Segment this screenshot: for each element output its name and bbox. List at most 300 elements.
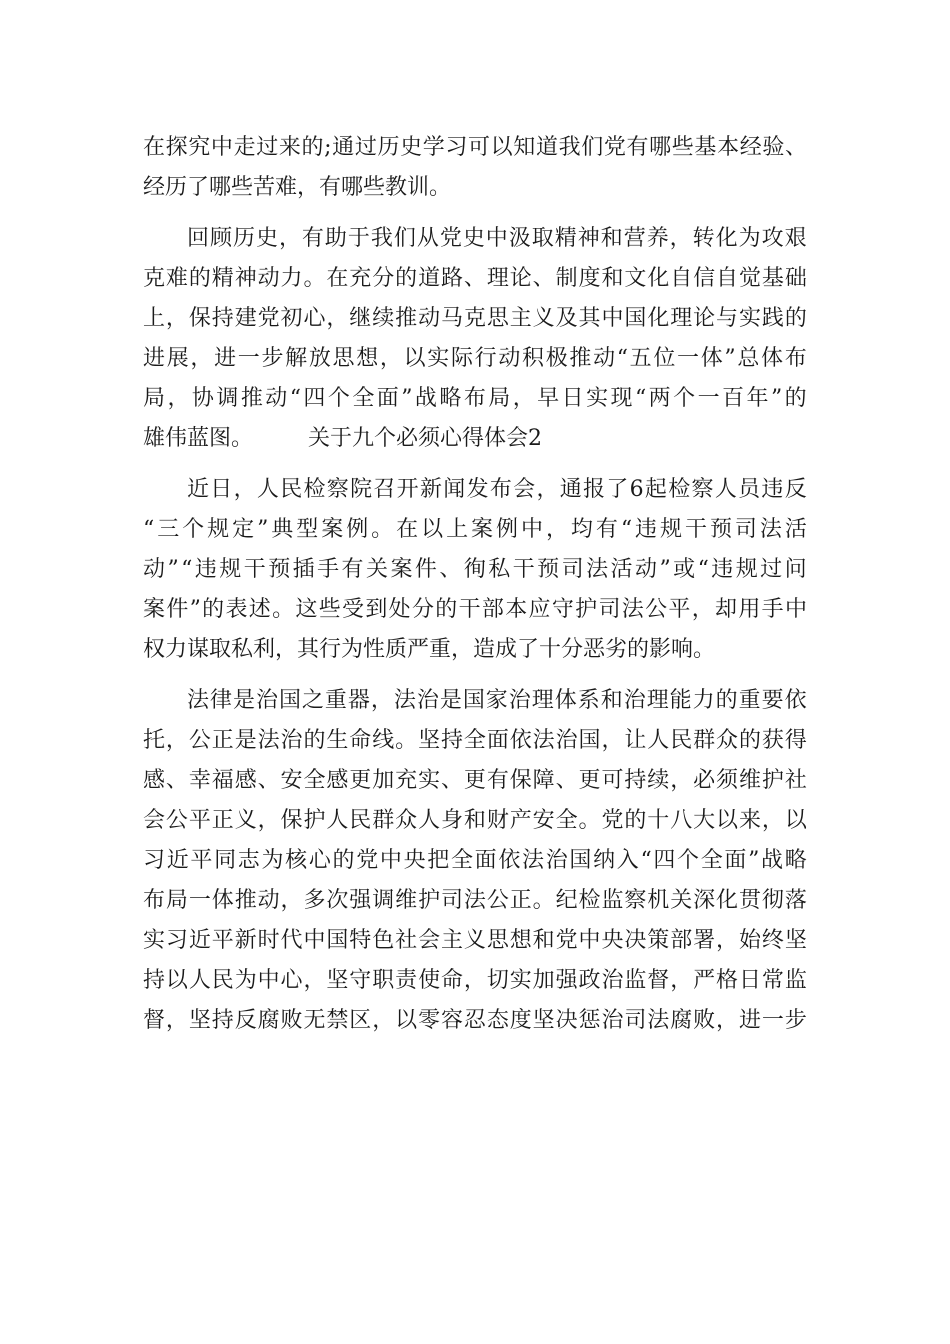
glyph: 重 (324, 688, 347, 713)
glyph: 的 (188, 266, 211, 291)
glyph: 动 (257, 888, 280, 913)
glyph: 禁 (326, 1008, 349, 1033)
glyph: 员 (738, 477, 761, 502)
glyph: ， (669, 226, 692, 251)
glyph: 面 (474, 848, 497, 873)
glyph: 从 (416, 226, 439, 251)
glyph: 一 (237, 346, 260, 371)
glyph: 理 (646, 688, 669, 713)
glyph: 法 (621, 597, 644, 622)
glyph: ， (512, 386, 535, 411)
glyph: 们 (581, 135, 604, 160)
glyph: 、 (463, 266, 486, 291)
glyph: ， (303, 968, 326, 993)
glyph: 分 (411, 597, 434, 622)
glyph: 实 (586, 386, 609, 411)
glyph: 、 (257, 768, 280, 793)
glyph: 布 (143, 888, 166, 913)
glyph: 可 (468, 135, 491, 160)
glyph: 督 (143, 1008, 166, 1033)
text-line (143, 510, 807, 550)
glyph: 有 (595, 517, 618, 542)
glyph: “ (181, 557, 193, 582)
glyph: 布 (784, 346, 807, 371)
glyph: 治 (508, 688, 531, 713)
glyph: 受 (342, 597, 365, 622)
glyph: 、 (165, 768, 188, 793)
glyph: 感 (326, 768, 349, 793)
glyph: 续 (372, 306, 395, 331)
glyph: ， (545, 517, 568, 542)
glyph: ， (167, 386, 190, 411)
glyph: 的 (301, 135, 324, 160)
glyph: 群 (372, 808, 395, 833)
glyph: 近 (187, 477, 210, 502)
glyph: 局 (165, 888, 188, 913)
glyph: 检 (668, 477, 691, 502)
glyph: 国 (326, 928, 349, 953)
glyph: 强 (349, 888, 372, 913)
glyph: 须 (716, 768, 739, 793)
glyph: 获 (761, 728, 784, 753)
glyph: 以 (403, 346, 426, 371)
glyph: 全 (303, 768, 326, 793)
text-line (143, 1001, 807, 1041)
glyph: 均 (570, 517, 593, 542)
glyph: ， (165, 1008, 188, 1033)
glyph: 有 (486, 768, 509, 793)
text-line (143, 259, 807, 299)
glyph: 护 (303, 808, 326, 833)
glyph: 司 (561, 557, 584, 582)
glyph: 展 (166, 346, 189, 371)
glyph: 决 (624, 928, 647, 953)
text-line (143, 630, 807, 670)
glyph: 色 (372, 928, 395, 953)
glyph: 体 (554, 688, 577, 713)
text-line (143, 881, 807, 921)
glyph: 落 (784, 888, 807, 913)
glyph: 党 (601, 808, 624, 833)
glyph: 中 (257, 968, 280, 993)
glyph: 神 (577, 226, 600, 251)
glyph: 定 (232, 517, 255, 542)
glyph: 民 (280, 477, 303, 502)
glyph: 院 (350, 477, 373, 502)
glyph: 新 (419, 477, 442, 502)
glyph: 个 (327, 386, 350, 411)
glyph: 持 (211, 1008, 234, 1033)
glyph: 为 (738, 226, 761, 251)
glyph: 活 (784, 517, 807, 542)
glyph: ， (190, 346, 213, 371)
glyph: 以 (395, 1008, 418, 1033)
glyph: 日 (561, 386, 584, 411)
glyph: 司 (440, 888, 463, 913)
glyph: 我 (370, 226, 393, 251)
glyph: 础 (784, 266, 807, 291)
glyph: 早 (537, 386, 560, 411)
glyph: 这 (295, 597, 318, 622)
glyph: 幸 (188, 768, 211, 793)
glyph: 历 (377, 135, 400, 160)
text-line (143, 419, 807, 459)
glyph: 必 (693, 768, 716, 793)
glyph: 觉 (738, 266, 761, 291)
glyph: 回 (187, 226, 210, 251)
glyph: 无 (303, 1008, 326, 1033)
glyph: 腐 (670, 1008, 693, 1033)
glyph: 反 (784, 477, 807, 502)
glyph: ， (761, 808, 784, 833)
glyph: 党 (257, 306, 280, 331)
glyph: 、 (440, 768, 463, 793)
glyph: 解 (285, 346, 308, 371)
glyph: 公 (188, 728, 211, 753)
glyph: ， (463, 968, 486, 993)
glyph: 人 (418, 808, 441, 833)
glyph: 神 (234, 266, 257, 291)
glyph: 护 (761, 768, 784, 793)
glyph: 充 (349, 266, 372, 291)
glyph: 型 (296, 517, 319, 542)
glyph: 群 (693, 728, 716, 753)
glyph: 多 (303, 888, 326, 913)
glyph: 人 (714, 477, 737, 502)
glyph: 化 (715, 226, 738, 251)
glyph: 走 (233, 135, 256, 160)
glyph: 其 (578, 306, 601, 331)
glyph: 国 (278, 688, 301, 713)
glyph: 法 (187, 688, 210, 713)
glyph: 依 (498, 848, 521, 873)
glyph: 两 (648, 386, 671, 411)
glyph: 通 (559, 477, 582, 502)
glyph: 彻 (761, 888, 784, 913)
glyph: 感 (143, 768, 166, 793)
glyph: 或 (673, 557, 696, 582)
glyph: 在 (143, 135, 166, 160)
body-text (143, 128, 807, 1041)
glyph: 四 (653, 848, 676, 873)
glyph: 央 (403, 848, 426, 873)
glyph: 中 (784, 597, 807, 622)
glyph: 日 (210, 477, 233, 502)
glyph: 常 (761, 968, 784, 993)
glyph: 动 (418, 306, 441, 331)
glyph: 艰 (784, 226, 807, 251)
glyph: 力 (692, 688, 715, 713)
glyph: 的 (738, 728, 761, 753)
text-line (143, 128, 807, 168)
glyph: 让 (624, 728, 647, 753)
glyph: 案 (143, 597, 166, 622)
glyph: 本 (717, 135, 740, 160)
glyph: 人 (256, 477, 279, 502)
glyph: 思 (486, 306, 509, 331)
glyph: 司 (598, 597, 621, 622)
glyph: 义 (234, 808, 257, 833)
glyph: 马 (440, 306, 463, 331)
glyph: 推 (569, 346, 592, 371)
glyph: 坚 (784, 928, 807, 953)
glyph: 纪 (555, 888, 578, 913)
text-line (143, 590, 807, 630)
glyph: 汲 (508, 226, 531, 251)
glyph: 动 (257, 266, 280, 291)
glyph: 以 (716, 808, 739, 833)
glyph: 布 (463, 386, 486, 411)
glyph: 特 (349, 928, 372, 953)
glyph: 动 (634, 557, 657, 582)
glyph: 会 (143, 808, 166, 833)
glyph: 全 (700, 848, 723, 873)
glyph: 守 (349, 968, 372, 993)
glyph: 决 (555, 1008, 578, 1033)
glyph: 积 (522, 346, 545, 371)
glyph: 众 (716, 728, 739, 753)
glyph: 克 (463, 306, 486, 331)
glyph: 全 (450, 848, 473, 873)
glyph: 守 (551, 597, 574, 622)
glyph: 中 (379, 848, 402, 873)
glyph: 的 (784, 306, 807, 331)
glyph: 史 (462, 226, 485, 251)
glyph: 加 (372, 768, 395, 793)
glyph: ， (601, 728, 624, 753)
glyph: 理 (531, 688, 554, 713)
glyph: 检 (303, 477, 326, 502)
glyph: 述 (248, 597, 271, 622)
glyph: 贯 (738, 888, 761, 913)
glyph: 略 (784, 848, 807, 873)
glyph: 步 (784, 1008, 807, 1033)
text-line (143, 379, 807, 419)
glyph: 验 (762, 135, 785, 160)
glyph: 把 (427, 848, 450, 873)
glyph: 发 (466, 477, 489, 502)
glyph: 司 (734, 517, 757, 542)
glyph: 主 (509, 306, 532, 331)
glyph: 动 (265, 386, 288, 411)
glyph: 在 (396, 517, 419, 542)
glyph: 于 (347, 226, 370, 251)
glyph: 要 (761, 688, 784, 713)
glyph: 处 (388, 597, 411, 622)
glyph: 、 (555, 768, 578, 793)
glyph: 化 (716, 888, 739, 913)
glyph: 治 (280, 728, 303, 753)
glyph: 实 (427, 346, 450, 371)
glyph: 个 (673, 386, 696, 411)
glyph: 托 (143, 728, 166, 753)
glyph: 自 (716, 266, 739, 291)
glyph: 。 (272, 597, 295, 622)
glyph: 公 (165, 808, 188, 833)
glyph: 调 (216, 386, 239, 411)
glyph: 代 (280, 928, 303, 953)
glyph: 动 (143, 557, 166, 582)
glyph: 机 (647, 888, 670, 913)
glyph: ” (748, 848, 760, 873)
glyph: ” (659, 557, 671, 582)
glyph: 国 (569, 848, 592, 873)
glyph: 坚 (326, 968, 349, 993)
glyph: 的 (715, 688, 738, 713)
glyph: 国 (624, 306, 647, 331)
glyph: 能 (669, 688, 692, 713)
glyph: 用 (738, 597, 761, 622)
glyph: 一 (188, 888, 211, 913)
text-line (143, 550, 807, 590)
glyph: 平 (188, 808, 211, 833)
glyph: 协 (191, 386, 214, 411)
glyph: 应 (528, 597, 551, 622)
glyph: 个 (182, 517, 205, 542)
glyph: 营 (623, 226, 646, 251)
glyph: 精 (554, 226, 577, 251)
glyph: 国 (462, 688, 485, 713)
glyph: ， (691, 597, 714, 622)
glyph: 全 (555, 808, 578, 833)
glyph: 体 (700, 346, 723, 371)
glyph: 我 (558, 135, 581, 160)
glyph: 。 (303, 266, 326, 291)
glyph: 道 (418, 266, 441, 291)
glyph: 平 (668, 597, 691, 622)
text-line (143, 219, 807, 259)
glyph: 始 (738, 928, 761, 953)
glyph: 面 (486, 728, 509, 753)
glyph: 养 (646, 226, 669, 251)
glyph: 干 (458, 597, 481, 622)
glyph: 些 (318, 597, 341, 622)
glyph: 区 (349, 1008, 372, 1033)
glyph: 以 (784, 808, 807, 833)
glyph: 家 (485, 688, 508, 713)
glyph: 八 (670, 808, 693, 833)
glyph: 度 (509, 1008, 532, 1033)
glyph: 败 (693, 1008, 716, 1033)
glyph: 哪 (649, 135, 672, 160)
glyph: 十 (647, 808, 670, 833)
glyph: 会 (513, 477, 536, 502)
glyph: ， (165, 306, 188, 331)
glyph: 学 (422, 135, 445, 160)
glyph: “ (616, 346, 628, 371)
glyph: 实 (143, 928, 166, 953)
glyph: 化 (647, 306, 670, 331)
glyph: 严 (693, 968, 716, 993)
glyph: 人 (326, 808, 349, 833)
text-line (143, 761, 807, 801)
glyph: 的 (303, 728, 326, 753)
glyph: 和 (532, 928, 555, 953)
glyph: 更 (578, 768, 601, 793)
glyph: 分 (372, 266, 395, 291)
glyph: 的 (395, 266, 418, 291)
glyph: 格 (716, 968, 739, 993)
glyph: “ (640, 848, 652, 873)
glyph: 财 (486, 808, 509, 833)
glyph: 心 (308, 848, 331, 873)
glyph: 通 (332, 135, 355, 160)
glyph: 实 (418, 768, 441, 793)
glyph: 。 (395, 728, 418, 753)
glyph: 切 (486, 968, 509, 993)
glyph: 文 (624, 266, 647, 291)
glyph: 部 (670, 928, 693, 953)
glyph: 违 (635, 517, 658, 542)
glyph: 。 (371, 517, 394, 542)
glyph: 历 (232, 226, 255, 251)
glyph: 义 (532, 306, 555, 331)
glyph: 的 (332, 848, 355, 873)
glyph: 的 (202, 597, 225, 622)
glyph: 系 (577, 688, 600, 713)
glyph: 监 (784, 968, 807, 993)
glyph: 心 (280, 968, 303, 993)
glyph: 司 (624, 1008, 647, 1033)
glyph: “ (697, 557, 709, 582)
glyph: 保 (280, 808, 303, 833)
glyph: 思 (486, 928, 509, 953)
glyph: ， (716, 928, 739, 953)
glyph: 规 (735, 557, 758, 582)
glyph: 攻 (761, 226, 784, 251)
glyph: 进 (214, 346, 237, 371)
glyph: 是 (439, 688, 462, 713)
glyph: 正 (211, 728, 234, 753)
glyph: 6 (629, 477, 644, 502)
glyph: 自 (670, 266, 693, 291)
glyph: 案 (471, 517, 494, 542)
glyph: 终 (761, 928, 784, 953)
glyph: 预 (709, 517, 732, 542)
glyph: ， (257, 808, 280, 833)
glyph: 治 (545, 848, 568, 873)
line-text: 雄伟蓝图。 (143, 426, 254, 451)
glyph: 腐 (257, 1008, 280, 1033)
glyph: 动 (498, 346, 521, 371)
glyph: 是 (232, 688, 255, 713)
glyph: 面 (376, 386, 399, 411)
glyph: “ (289, 386, 301, 411)
glyph: 法 (647, 1008, 670, 1033)
glyph: 依 (784, 688, 807, 713)
glyph: 心 (303, 306, 326, 331)
glyph: 使 (418, 968, 441, 993)
glyph: 察 (624, 888, 647, 913)
glyph: 护 (418, 888, 441, 913)
glyph: 助 (324, 226, 347, 251)
glyph: 正 (211, 808, 234, 833)
glyph: 来 (278, 135, 301, 160)
text-line (143, 721, 807, 761)
glyph: ， (379, 346, 402, 371)
glyph: 和 (600, 688, 623, 713)
glyph: 命 (440, 968, 463, 993)
glyph: 续 (647, 768, 670, 793)
glyph: 正 (509, 888, 532, 913)
glyph: 有 (301, 226, 324, 251)
glyph: 障 (532, 768, 555, 793)
glyph: 位 (653, 346, 676, 371)
glyph: 论 (693, 306, 716, 331)
section-heading: 关于九个必须心得体会2 (308, 426, 543, 451)
glyph: 依 (509, 728, 532, 753)
text-line (143, 961, 807, 1001)
